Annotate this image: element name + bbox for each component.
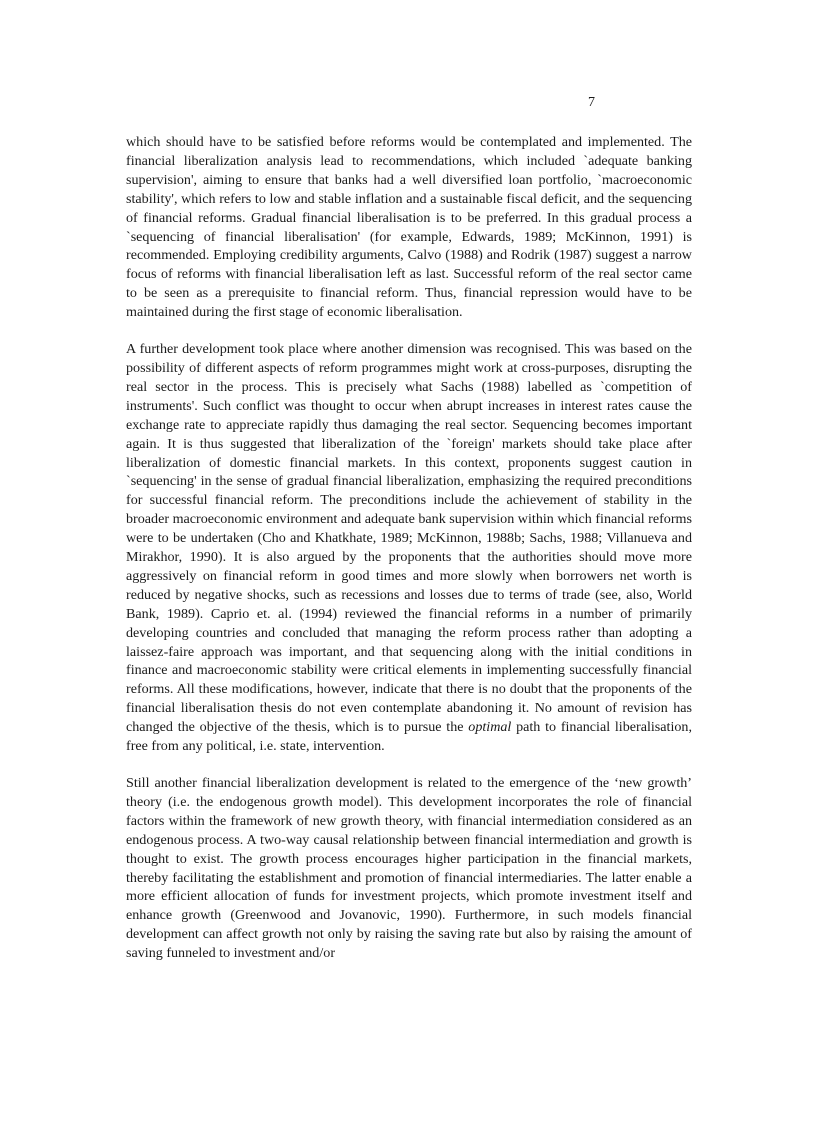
document-body xyxy=(126,133,692,981)
paragraph-2-text-after: path to financial liberalisation, free from any political, i.e. state, intervention. xyxy=(126,719,692,755)
paragraph-2 xyxy=(126,340,692,756)
paragraph-1: which should have to be satisfied before reforms would be contemplated and implemented. The financial liberalization analysis lead to recommendations, which included `adequate banking supervision', aiming to ensure that banks had a well diversified loan portfolio, `macroeconomic stability', which refers to low and stable inflation and a sustainable fiscal deficit, and the sequencing of financial reforms. Gradual financial liberalisation is to be preferred. In this gradual process a `sequencing of financial liberalisation' (for example, Edwards, 1989; McKinnon, 1991) is recommended. Employing credibility arguments, Calvo (1988) and Rodrik (1987) suggest a narrow focus of reforms with financial liberalisation left as last. Successful reform of the real sector came to be seen as a prerequisite to financial reform. Thus, financial repression would have to be maintained during the first stage of economic liberalisation. xyxy=(126,134,692,321)
paragraph-3: Still another financial liberalization development is related to the emergence of the ‘new growth’ theory (i.e. the endogenous growth model). This development incorporates the role of financial factors within the framework of new growth theory, with financial intermediation considered as an endogenous process. A two-way causal relationship between financial intermediation and growth is thought to exist. The growth process encourages higher participation in the financial markets, thereby facilitating the establishment and promotion of financial intermediaries. The latter enable a more efficient allocation of funds for investment projects, which promote investment itself and enhance growth (Greenwood and Jovanovic, 1990). Furthermore, in such models financial development can affect growth not only by raising the saving rate but also by raising the amount of saving funneled to investment and/or xyxy=(126,775,692,962)
paragraph-2-emphasis: optimal xyxy=(468,719,512,736)
page-number: 7 xyxy=(588,95,595,110)
paragraph-2-text-before: A further development took place where another dimension was recognised. This was based on the possibility of different aspects of reform programmes might work at cross-purposes, disrupting the real sector in the process. This is precisely what Sachs (1988) labelled as `competition of instruments'. Such conflict was thought to occur when abrupt increases in interest rates cause the exchange rate to appreciate rapidly thus damaging the real sector. Sequencing becomes important again. It is thus suggested that liberalization of the `foreign' markets should take place after liberalization of domestic financial markets. In this context, proponents suggest caution in `sequencing' in the sense of gradual financial liberalization, emphasizing the required preconditions for successful financial reform. The preconditions include the achievement of stability in the broader macroeconomic environment and adequate bank supervision within which financial reforms were to be undertaken (Cho and Khatkhate, 1989; McKinnon, 1988b; Sachs, 1988; Villanueva and Mirakhor, 1990). It is also argued by the proponents that the authorities should move more aggressively on financial reform in good times and more slowly when borrowers net worth is reduced by negative shocks, such as recessions and losses due to terms of trade (see, also, World Bank, 1989). Caprio et. al. (1994) reviewed the financial reforms in a number of primarily developing countries and concluded that managing the reform process rather than adopting a laissez-faire approach was important, and that sequencing along with the initial conditions in finance and macroeconomic stability were critical elements in implementing successfully financial reforms. All these modifications, however, indicate that there is no doubt that the proponents of the financial liberalisation thesis do not even contemplate abandoning it. No amount of revision has changed the objective of the thesis, which is to pursue the xyxy=(126,341,692,736)
